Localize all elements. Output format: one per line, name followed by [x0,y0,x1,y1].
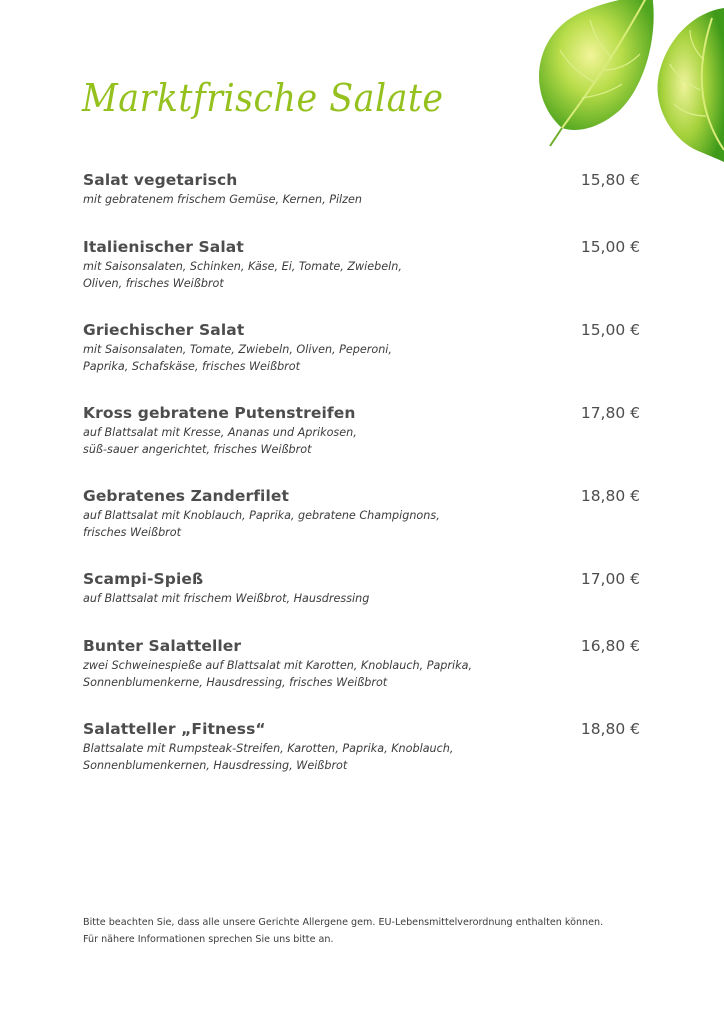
item-name: Griechischer Salat [83,321,245,339]
item-name: Salatteller „Fitness“ [83,720,266,738]
menu-item [83,237,640,292]
item-price: 15,00 € [580,321,640,339]
item-price: 15,00 € [580,238,640,256]
item-price: 18,80 € [580,487,640,505]
item-name: Italienischer Salat [83,238,244,256]
allergen-notice-line: Für nähere Informationen sprechen Sie uns bitte an. [83,933,334,945]
item-price: 15,80 € [580,171,640,189]
item-price: 16,80 € [580,637,640,655]
menu-item [83,403,640,458]
menu-item [83,569,640,608]
page-title: Marktfrische Salate [82,76,444,120]
item-description: mit Saisonsalaten, Schinken, Käse, Ei, Tomate, Zwiebeln, Oliven, frisches Weißbrot [83,260,402,290]
allergen-notice-line: Bitte beachten Sie, dass alle unsere Gerichte Allergene gem. EU-Lebensmittelverordnung enthalten können. [83,917,604,928]
item-description: Blattsalate mit Rumpsteak-Streifen, Karotten, Paprika, Knoblauch, Sonnenblumenkernen, Hausdressing, Weißbrot [83,742,454,772]
item-name: Scampi-Spieß [83,570,204,588]
menu-item [83,719,640,774]
item-description: mit gebratenem frischem Gemüse, Kernen, Pilzen [83,193,363,206]
item-price: 18,80 € [580,720,640,738]
menu-item [83,320,640,375]
item-price: 17,00 € [580,570,640,588]
green-leaves-icon [524,0,724,170]
item-description: auf Blattsalat mit Knoblauch, Paprika, gebratene Champignons, frisches Weißbrot [83,509,440,539]
item-name: Gebratenes Zanderfilet [83,487,290,505]
menu-item [83,486,640,541]
item-name: Kross gebratene Putenstreifen [83,404,356,422]
item-name: Salat vegetarisch [83,171,238,189]
item-price: 17,80 € [580,404,640,422]
item-description: zwei Schweinespieße auf Blattsalat mit Karotten, Knoblauch, Paprika, Sonnenblumenkerne, Hausdressing, frisches Weißbrot [83,659,473,689]
item-name: Bunter Salatteller [83,637,242,655]
menu-item [83,170,640,209]
item-description: mit Saisonsalaten, Tomate, Zwiebeln, Oliven, Peperoni, Paprika, Schafskäse, frisches Weißbrot [83,343,392,373]
allergen-notice [83,915,603,948]
item-description: auf Blattsalat mit Kresse, Ananas und Aprikosen, süß-sauer angerichtet, frisches Weißbrot [83,426,357,456]
menu-item [83,636,640,691]
item-description: auf Blattsalat mit frischem Weißbrot, Hausdressing [83,592,370,605]
